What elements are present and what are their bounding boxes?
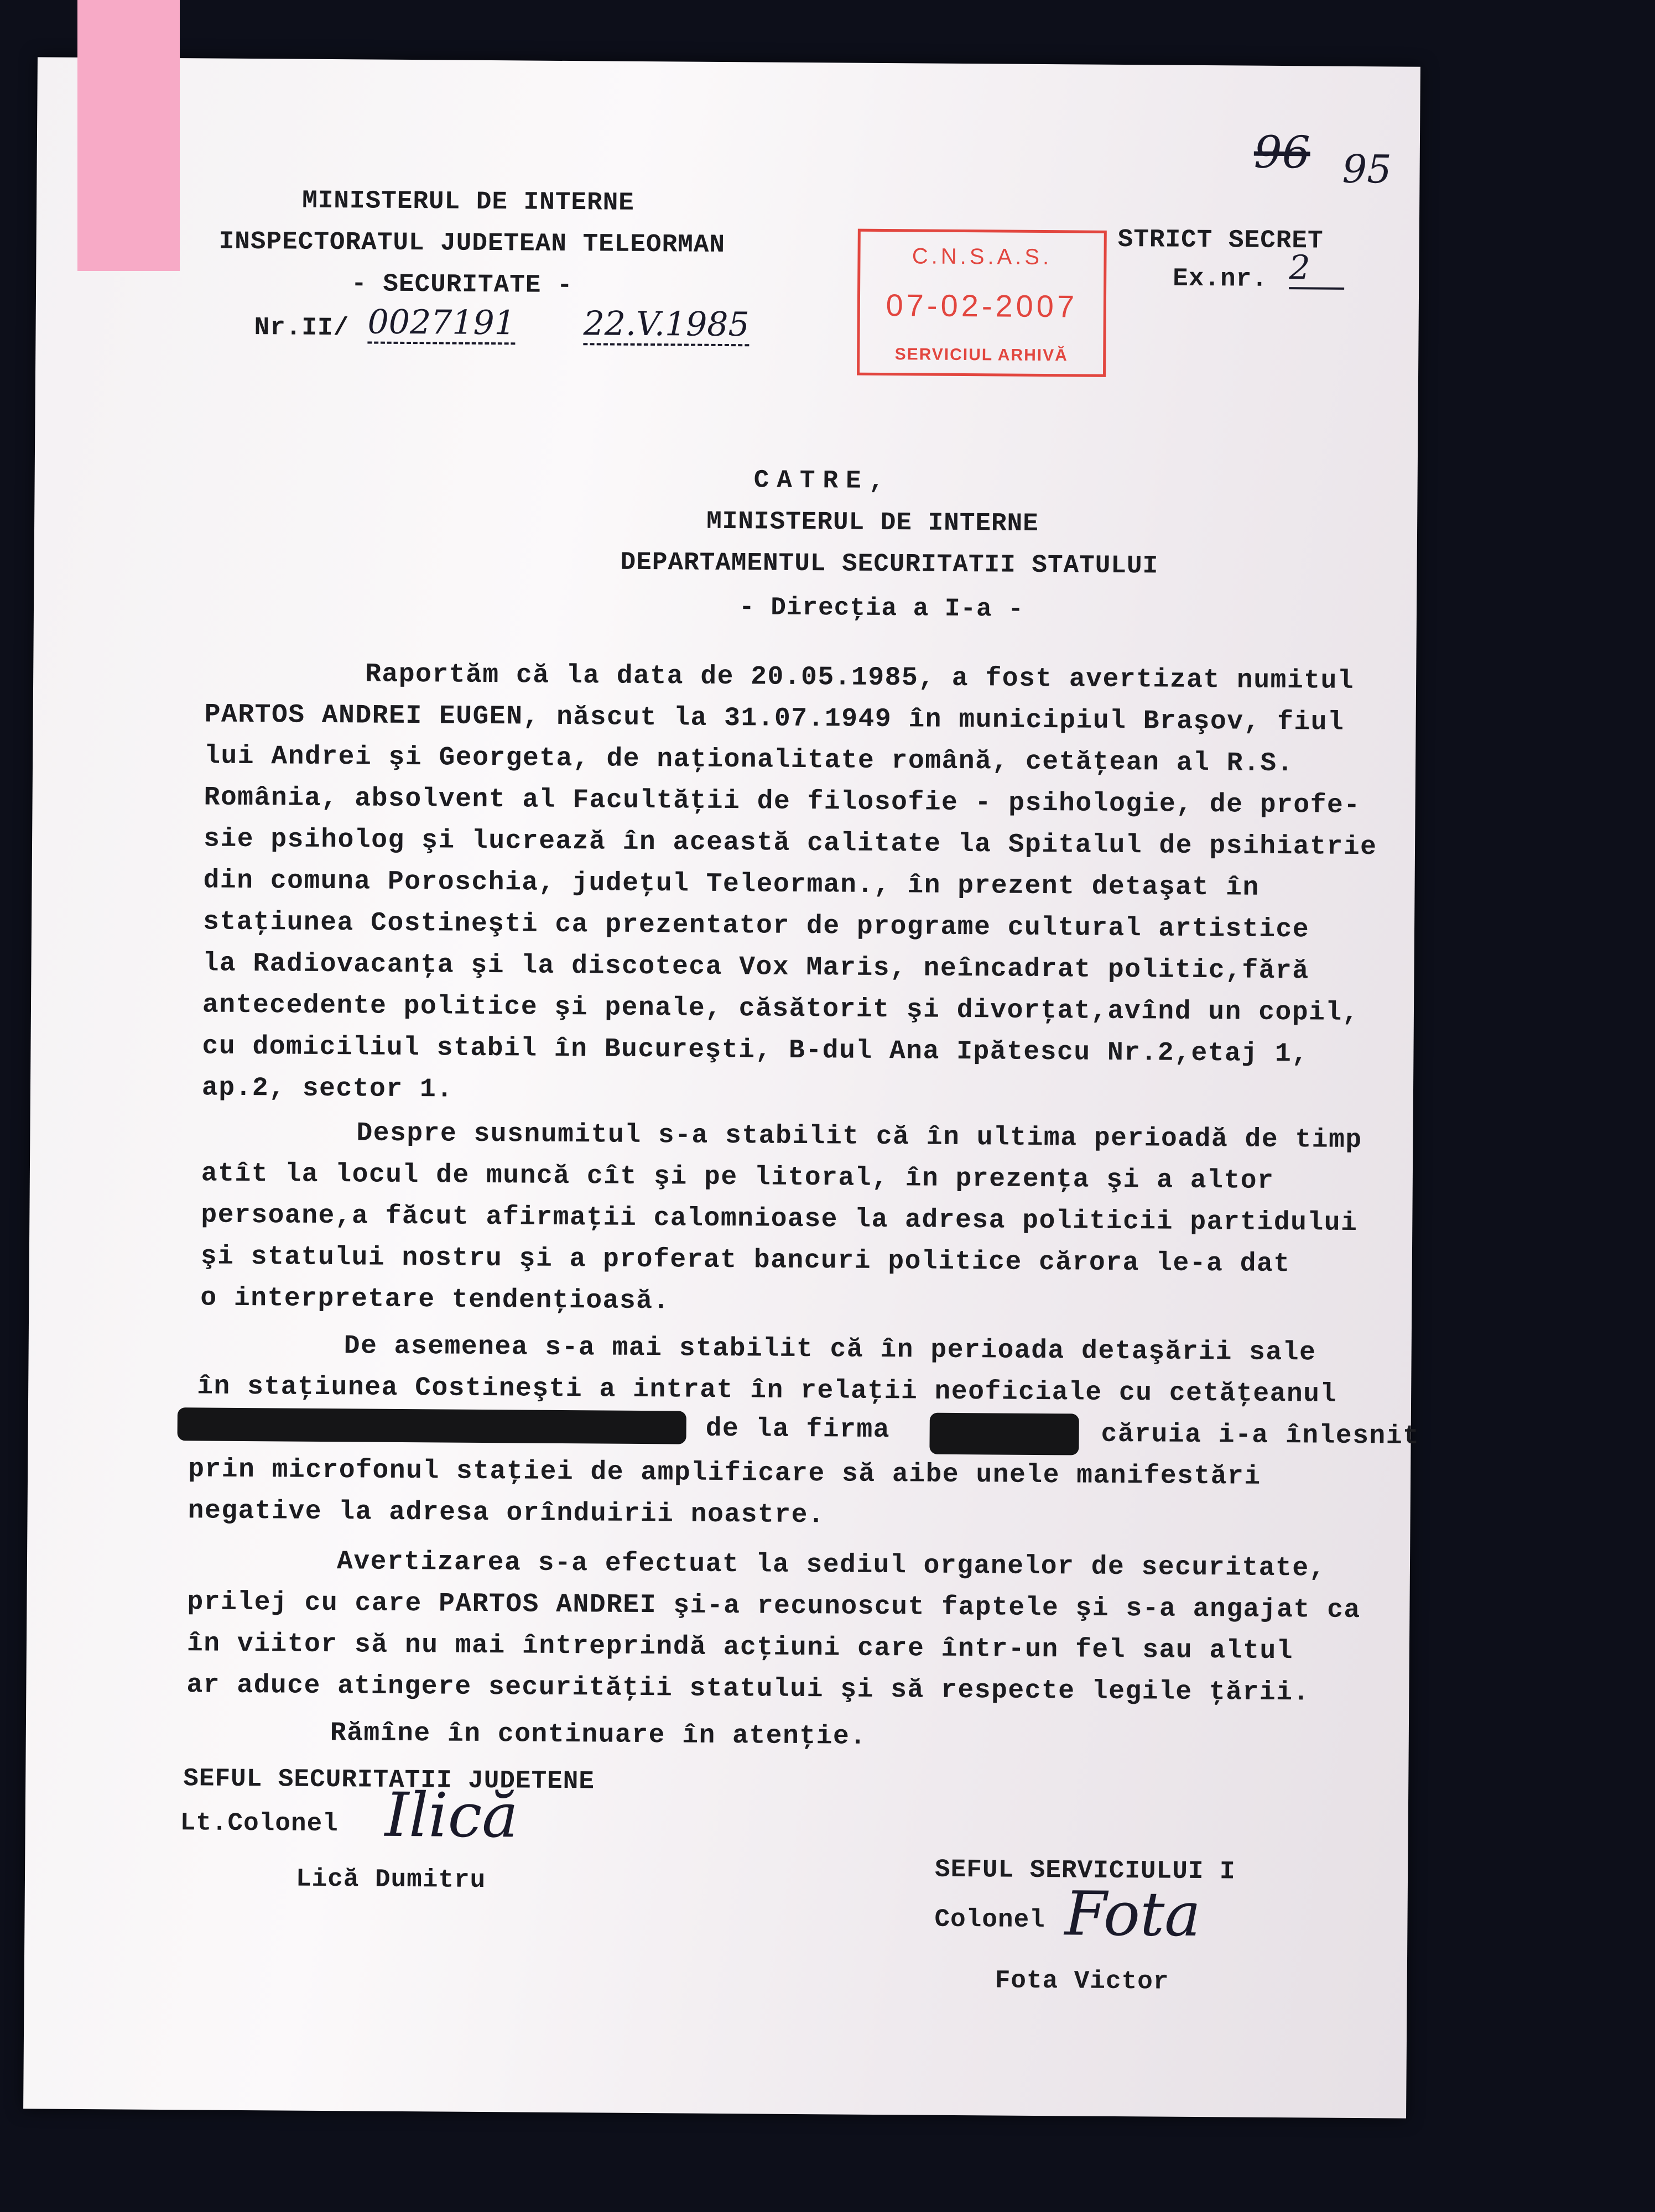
body-line: atît la locul de muncă cît şi pe litoral, în prezenţa şi a altor bbox=[201, 1159, 1274, 1196]
page-number: 95 bbox=[1342, 146, 1392, 192]
addressee-department: DEPARTAMENTUL SECURITATII STATULUI bbox=[620, 547, 1159, 581]
right-signatory-name: Fota Victor bbox=[995, 1966, 1169, 1996]
body-line: negative la adresa orînduirii noastre. bbox=[188, 1496, 825, 1531]
body-line: sie psiholog şi lucrează în această calitate la Spitalul de psihiatrie bbox=[203, 824, 1377, 863]
body-line: staţiunea Costineşti ca prezentator de programe cultural artistice bbox=[202, 907, 1310, 945]
stamp-date: 07-02-2007 bbox=[886, 288, 1078, 324]
pink-tab bbox=[77, 0, 180, 271]
body-line: în staţiunea Costineşti a intrat în relaţii neoficiale cu cetăţeanul bbox=[197, 1371, 1337, 1410]
body-line: ar aduce atingere securităţii statului şi să respecte legile ţării. bbox=[186, 1670, 1310, 1708]
body-line: Avertizarea s-a efectuat la sediul organelor de securitate, bbox=[336, 1547, 1326, 1584]
body-line: şi statului nostru şi a proferat bancuri politice cărora le-a dat bbox=[200, 1241, 1290, 1280]
header-number-prefix: Nr.II/ bbox=[254, 313, 350, 343]
left-signature: Ilică bbox=[384, 1779, 519, 1851]
addressee-to: CATRE, bbox=[753, 466, 892, 496]
body-line: persoane,a făcut afirmaţii calomnioase la adresa politicii partidului bbox=[201, 1200, 1358, 1239]
right-signatory-title: SEFUL SERVICIULUI I bbox=[934, 1855, 1236, 1886]
right-signatory-rank: Colonel bbox=[934, 1905, 1045, 1935]
body-line: prilej cu care PARTOS ANDREI şi-a recunoscut faptele şi s-a angajat ca bbox=[187, 1587, 1361, 1626]
left-signatory-rank: Lt.Colonel bbox=[180, 1808, 339, 1839]
body-line: Raportăm că la data de 20.05.1985, a fost avertizat numitul bbox=[365, 659, 1355, 696]
stamp-archive: SERVICIUL ARHIVĂ bbox=[894, 345, 1068, 365]
body-line: cu domiciliul stabil în Bucureşti, B-dul Ana Ipătescu Nr.2,etaj 1, bbox=[202, 1031, 1309, 1070]
body-line: căruia i-a înlesnit bbox=[1101, 1419, 1420, 1452]
body-line: De asemenea s-a mai stabilit că în perioada detaşării sale bbox=[344, 1331, 1316, 1368]
redaction-bar bbox=[178, 1407, 686, 1444]
body-line: lui Andrei şi Georgeta, de naţionalitate română, cetăţean al R.S. bbox=[204, 741, 1294, 779]
document-page bbox=[23, 57, 1420, 2118]
body-line: PARTOS ANDREI EUGEN, născut la 31.07.1949 în municipiul Braşov, fiul bbox=[204, 700, 1345, 738]
header-department: - SECURITATE - bbox=[351, 269, 573, 300]
body-line: la Radiovacanţa şi la discoteca Vox Maris, neîncadrat politic,fără bbox=[202, 948, 1309, 987]
addressee-directorate: - Direcţia a I-a - bbox=[738, 593, 1024, 624]
copy-label: Ex.nr. bbox=[1173, 264, 1268, 294]
body-line: în viitor să nu mai întreprindă acţiuni care într-un fel sau altul bbox=[186, 1629, 1294, 1667]
header-number-handwritten: 0027191 bbox=[367, 302, 516, 345]
classification: STRICT SECRET bbox=[1117, 225, 1324, 255]
cnsas-stamp bbox=[857, 229, 1107, 377]
body-line: prin microfonul staţiei de amplificare să aibe unele manifestări bbox=[188, 1454, 1261, 1492]
body-line: Despre susnumitul s-a stabilit că în ultima perioadă de timp bbox=[356, 1118, 1362, 1156]
redaction-bar bbox=[929, 1413, 1079, 1455]
stamp-title: C.N.S.A.S. bbox=[912, 244, 1053, 270]
page-number-struck: 96 bbox=[1253, 126, 1310, 179]
body-line: de la firma bbox=[705, 1413, 891, 1446]
copy-number: 2 bbox=[1289, 248, 1345, 290]
body-line: România, absolvent al Facultăţii de filosofie - psihologie, de profe- bbox=[204, 782, 1361, 821]
header-date-handwritten: 22.V.1985 bbox=[583, 304, 750, 346]
body-line: Rămîne în continuare în atenţie. bbox=[330, 1718, 867, 1752]
body-line: o interpretare tendenţioasă. bbox=[200, 1283, 670, 1317]
addressee-ministry: MINISTERUL DE INTERNE bbox=[706, 507, 1039, 538]
header-inspectorate: INSPECTORATUL JUDETEAN TELEORMAN bbox=[218, 227, 726, 260]
left-signatory-name: Lică Dumitru bbox=[295, 1864, 486, 1895]
body-line: antecedente politice şi penale, căsătorit şi divorţat,avînd un copil, bbox=[202, 990, 1360, 1029]
body-line: din comuna Poroschia, judeţul Teleorman., în prezent detaşat în bbox=[203, 865, 1260, 903]
right-signature: Fota bbox=[1064, 1878, 1201, 1950]
left-signatory-title: SEFUL SECURITATII JUDETENE bbox=[183, 1764, 595, 1796]
header-ministry: MINISTERUL DE INTERNE bbox=[302, 186, 635, 217]
body-line: ap.2, sector 1. bbox=[201, 1073, 454, 1105]
